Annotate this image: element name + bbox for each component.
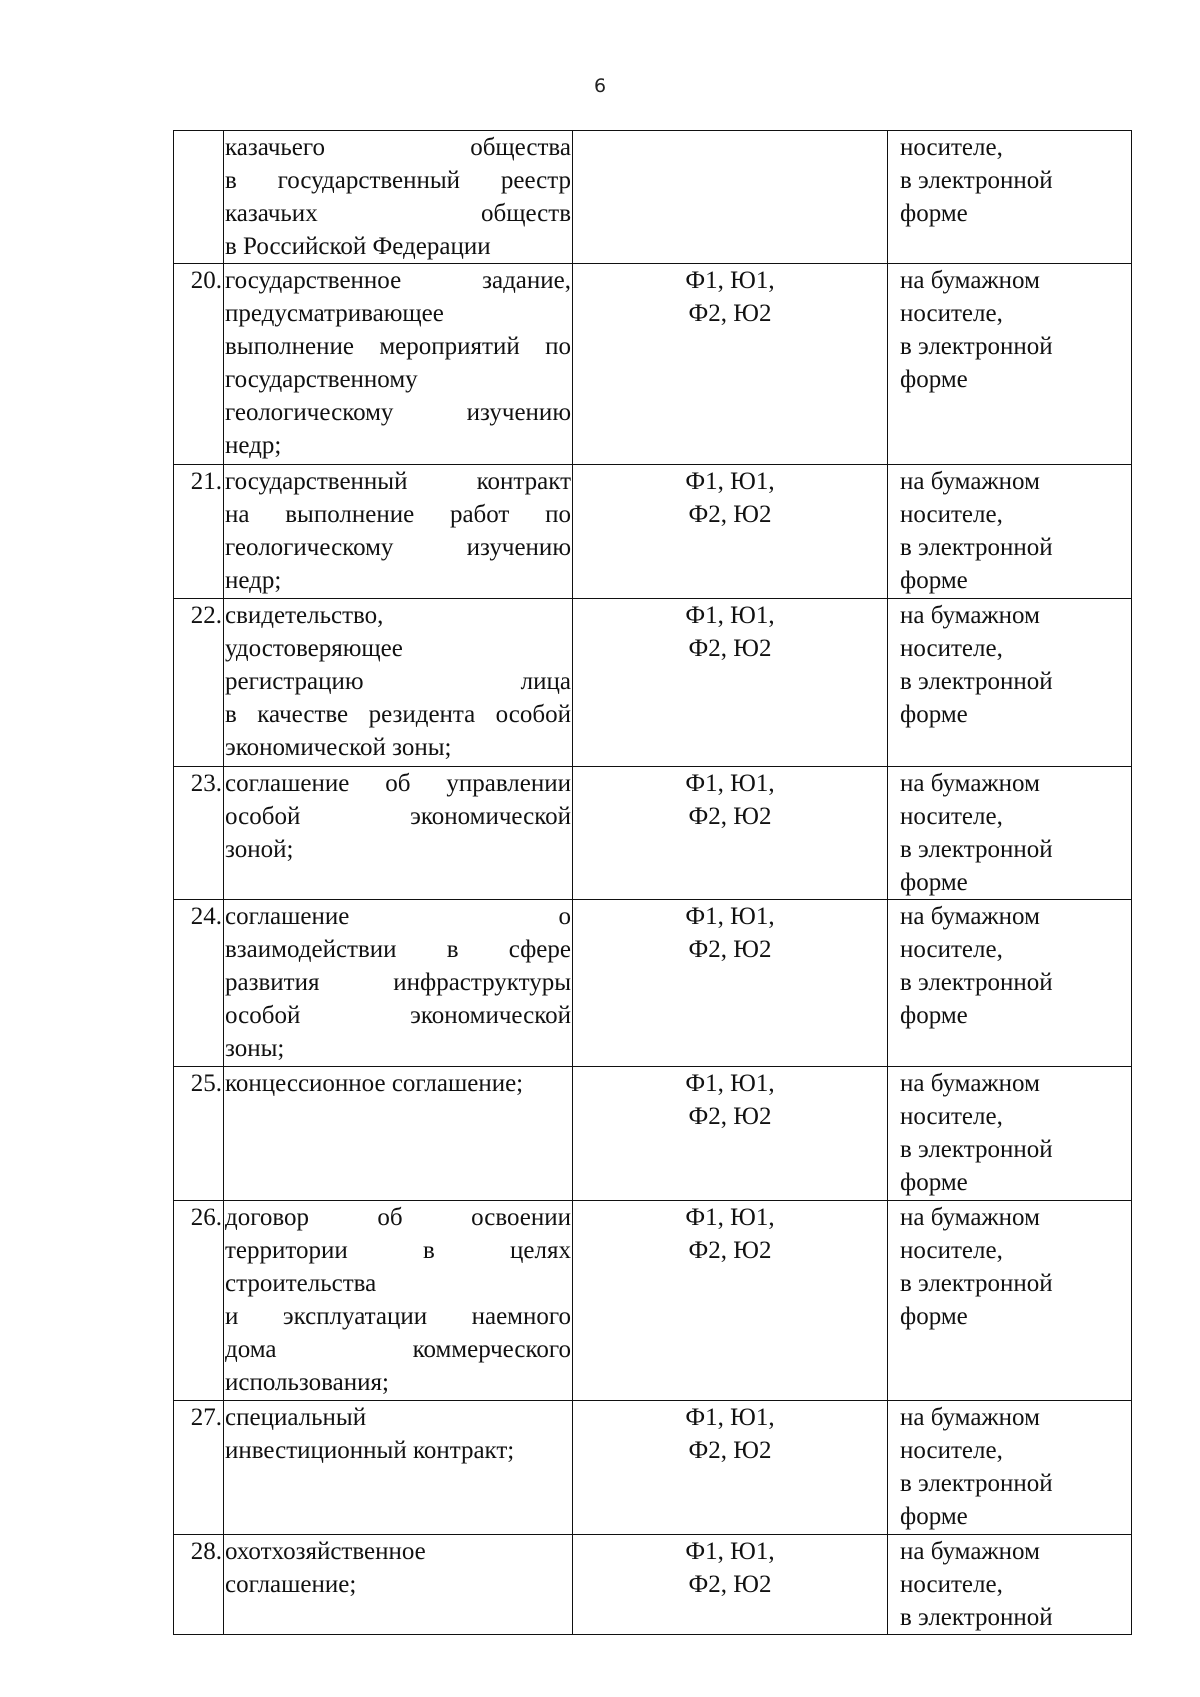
applicant-category-line: Ф1, Ю1, <box>685 1204 775 1231</box>
document-form-line: на бумажном <box>900 1204 1040 1231</box>
document-name-line: выполнение мероприятий по <box>225 333 571 360</box>
document-name-line: в качестве резидента особой <box>225 701 571 728</box>
document-name-line: инвестиционный контракт; <box>225 1437 515 1464</box>
table-row <box>174 599 1132 767</box>
document-form-line: форме <box>900 869 968 896</box>
document-name-line: удостоверяющее <box>225 635 403 662</box>
document-form-line: форме <box>900 1002 968 1029</box>
applicant-category-line: Ф2, Ю2 <box>688 1437 772 1464</box>
document-form-line: в электронной <box>900 836 1053 863</box>
document-name-line: геологическому изучению <box>225 534 571 561</box>
document-form-line: носителе, <box>900 134 1003 161</box>
document-name-line: государственное задание, <box>225 267 571 294</box>
applicant-category-line: Ф2, Ю2 <box>688 1571 772 1598</box>
document-name-line: в Российской Федерации <box>225 233 491 260</box>
document-name-cell <box>224 1201 573 1401</box>
document-form-line: на бумажном <box>900 770 1040 797</box>
table-row <box>174 131 1132 264</box>
document-name-line: зоны; <box>225 1035 285 1062</box>
document-name-line: договор об освоении <box>225 1204 571 1231</box>
document-name-line: использования; <box>225 1369 389 1396</box>
document-form-cell <box>888 900 1132 1067</box>
document-table <box>173 130 1132 1635</box>
document-form-line: в электронной <box>900 1470 1053 1497</box>
applicant-category-line: Ф1, Ю1, <box>685 468 775 495</box>
document-name-line: регистрацию лица <box>225 668 571 695</box>
document-form-line: форме <box>900 1169 968 1196</box>
document-form-line: носителе, <box>900 1237 1003 1264</box>
document-form-line: в электронной <box>900 969 1053 996</box>
applicant-category-line: Ф2, Ю2 <box>688 1237 772 1264</box>
applicant-category-cell <box>573 900 888 1067</box>
document-form-line: на бумажном <box>900 1538 1040 1565</box>
applicant-category-line: Ф2, Ю2 <box>688 803 772 830</box>
document-name-line: государственному <box>225 366 418 393</box>
row-number: 23. <box>174 767 224 900</box>
document-form-cell <box>888 264 1132 465</box>
document-form-line: форме <box>900 366 968 393</box>
applicant-category-cell <box>573 465 888 599</box>
document-name-line: на выполнение работ по <box>225 501 571 528</box>
document-form-cell <box>888 599 1132 767</box>
applicant-category-line: Ф1, Ю1, <box>685 770 775 797</box>
document-name-line: территории в целях <box>225 1237 571 1264</box>
applicant-category-line: Ф1, Ю1, <box>685 267 775 294</box>
document-form-cell <box>888 1201 1132 1401</box>
document-name-line: взаимодействии в сфере <box>225 936 571 963</box>
document-form-line: носителе, <box>900 501 1003 528</box>
document-form-cell <box>888 1067 1132 1201</box>
applicant-category-cell <box>573 599 888 767</box>
applicant-category-line: Ф1, Ю1, <box>685 602 775 629</box>
document-form-cell <box>888 767 1132 900</box>
document-form-line: в электронной <box>900 167 1053 194</box>
document-form-line: на бумажном <box>900 1070 1040 1097</box>
document-form-line: носителе, <box>900 936 1003 963</box>
table-row <box>174 1401 1132 1535</box>
document-form-line: форме <box>900 200 968 227</box>
document-name-line: государственный контракт <box>225 468 571 495</box>
document-form-line: носителе, <box>900 1571 1003 1598</box>
applicant-category-line: Ф1, Ю1, <box>685 903 775 930</box>
applicant-category-line: Ф2, Ю2 <box>688 635 772 662</box>
document-name-line: охотхозяйственное <box>225 1538 426 1565</box>
document-form-line: на бумажном <box>900 267 1040 294</box>
document-form-line: на бумажном <box>900 1404 1040 1431</box>
applicant-category-cell <box>573 1067 888 1201</box>
table-row <box>174 465 1132 599</box>
document-name-line: казачьего общества <box>225 134 571 161</box>
table-row <box>174 1067 1132 1201</box>
document-form-line: носителе, <box>900 803 1003 830</box>
applicant-category-line: Ф1, Ю1, <box>685 1070 775 1097</box>
row-number <box>174 131 224 264</box>
table-row <box>174 900 1132 1067</box>
row-number: 21. <box>174 465 224 599</box>
document-form-line: в электронной <box>900 333 1053 360</box>
row-number: 25. <box>174 1067 224 1201</box>
document-form-line: форме <box>900 567 968 594</box>
document-form-line: в электронной <box>900 1604 1053 1631</box>
document-name-line: особой экономической <box>225 1002 571 1029</box>
document-name-line: дома коммерческого <box>225 1336 571 1363</box>
document-name-line: развития инфраструктуры <box>225 969 571 996</box>
document-name-line: соглашение об управлении <box>225 770 571 797</box>
row-number: 24. <box>174 900 224 1067</box>
document-form-line: форме <box>900 1503 968 1530</box>
row-number: 28. <box>174 1535 224 1635</box>
document-form-cell <box>888 131 1132 264</box>
table-row <box>174 1535 1132 1635</box>
table-row <box>174 1201 1132 1401</box>
document-form-line: на бумажном <box>900 602 1040 629</box>
document-name-line: соглашение; <box>225 1571 357 1598</box>
document-name-line: и эксплуатации наемного <box>225 1303 571 1330</box>
document-name-line: недр; <box>225 567 282 594</box>
document-name-cell <box>224 264 573 465</box>
document-name-line: соглашение о <box>225 903 571 930</box>
document-form-cell <box>888 465 1132 599</box>
page-number: 6 <box>593 75 607 97</box>
document-form-line: носителе, <box>900 635 1003 662</box>
applicant-category-cell <box>573 1201 888 1401</box>
document-name-line: концессионное соглашение; <box>225 1070 524 1097</box>
document-name-line: недр; <box>225 432 282 459</box>
applicant-category-cell <box>573 264 888 465</box>
document-name-line: в государственный реестр <box>225 167 571 194</box>
row-number: 27. <box>174 1401 224 1535</box>
document-name-line: геологическому изучению <box>225 399 571 426</box>
applicant-category-cell <box>573 1401 888 1535</box>
document-name-line: зоной; <box>225 836 294 863</box>
document-name-cell <box>224 131 573 264</box>
document-name-cell <box>224 1067 573 1201</box>
applicant-category-cell <box>573 767 888 900</box>
document-name-line: предусматривающее <box>225 300 444 327</box>
document-form-line: форме <box>900 1303 968 1330</box>
document-name-cell <box>224 599 573 767</box>
row-number: 22. <box>174 599 224 767</box>
document-form-line: носителе, <box>900 300 1003 327</box>
document-name-line: свидетельство, <box>225 602 384 629</box>
document-name-line: строительства <box>225 1270 377 1297</box>
document-name-line: казачьих обществ <box>225 200 571 227</box>
applicant-category-line: Ф1, Ю1, <box>685 1404 775 1431</box>
applicant-category-line: Ф2, Ю2 <box>688 501 772 528</box>
document-form-cell <box>888 1401 1132 1535</box>
document-name-line: специальный <box>225 1404 367 1431</box>
document-form-line: на бумажном <box>900 468 1040 495</box>
applicant-category-cell <box>573 1535 888 1635</box>
document-name-cell <box>224 767 573 900</box>
document-name-cell <box>224 1535 573 1635</box>
document-form-line: в электронной <box>900 1136 1053 1163</box>
table-row <box>174 264 1132 465</box>
applicant-category-line: Ф2, Ю2 <box>688 1103 772 1130</box>
document-form-line: форме <box>900 701 968 728</box>
document-name-line: особой экономической <box>225 803 571 830</box>
row-number: 20. <box>174 264 224 465</box>
applicant-category-line: Ф2, Ю2 <box>688 300 772 327</box>
table-row <box>174 767 1132 900</box>
document-name-line: экономической зоны; <box>225 734 452 761</box>
document-form-cell <box>888 1535 1132 1635</box>
applicant-category-line: Ф1, Ю1, <box>685 1538 775 1565</box>
document-form-line: в электронной <box>900 1270 1053 1297</box>
document-form-line: носителе, <box>900 1437 1003 1464</box>
document-name-cell <box>224 900 573 1067</box>
document-form-line: в электронной <box>900 668 1053 695</box>
document-name-cell <box>224 1401 573 1535</box>
applicant-category-cell <box>573 131 888 264</box>
row-number: 26. <box>174 1201 224 1401</box>
document-form-line: в электронной <box>900 534 1053 561</box>
document-form-line: носителе, <box>900 1103 1003 1130</box>
document-name-cell <box>224 465 573 599</box>
applicant-category-line: Ф2, Ю2 <box>688 936 772 963</box>
document-form-line: на бумажном <box>900 903 1040 930</box>
